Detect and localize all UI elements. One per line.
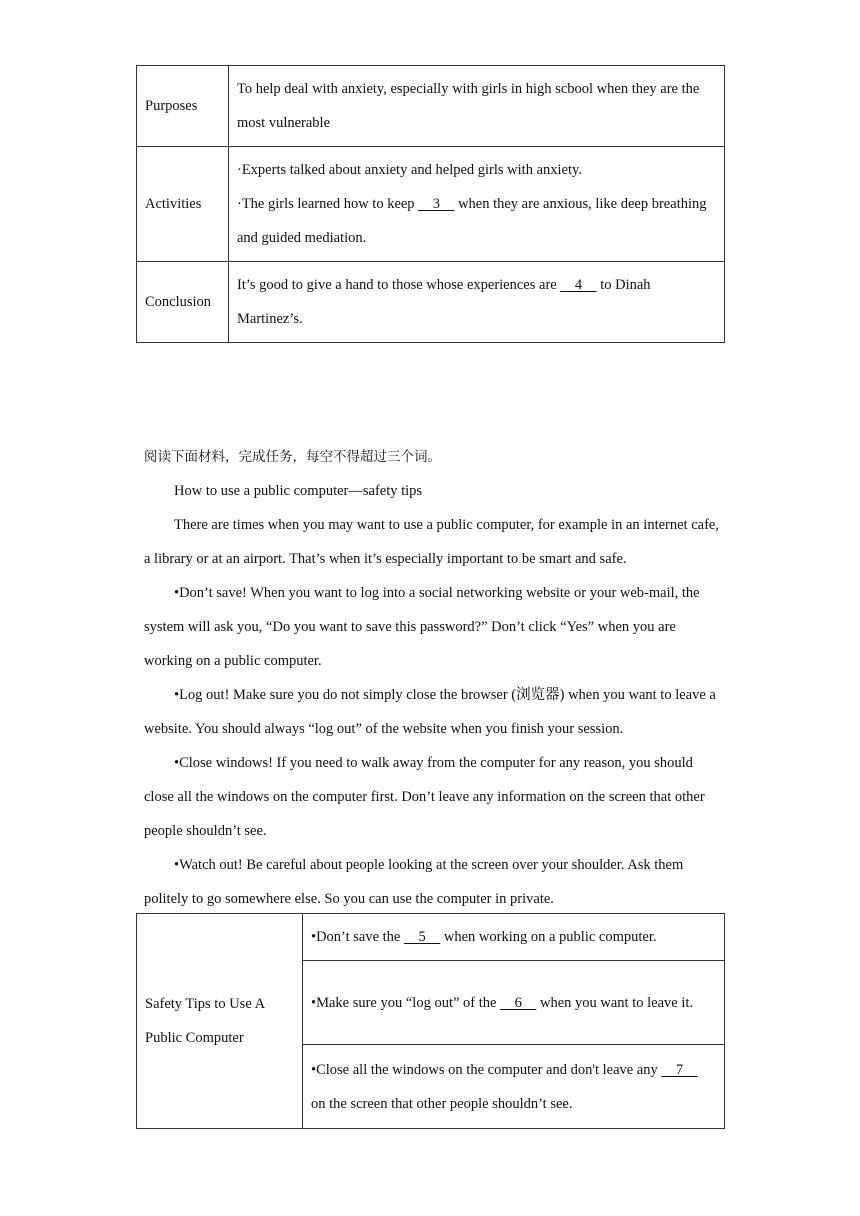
tip-3-pre: •Close all the windows on the computer and don't leave any (311, 1061, 662, 1078)
blank-6: 6 (500, 994, 537, 1011)
summary-table-2 (136, 913, 725, 1129)
instruction: 阅读下面材料，完成任务，每空不得超过三个词。 (144, 449, 441, 465)
conclusion-label: Conclusion (137, 262, 229, 343)
activities-label: Activities (137, 147, 229, 262)
blank-3: 3 (418, 196, 455, 212)
tip-2-post: when you want to leave it. (536, 994, 693, 1011)
paragraph-close-windows: •Close windows! If you need to walk away from the computer for any reason, you should close all the windows on the computer first. Don’t leave any information on the screen that other people shouldn’t see. (144, 755, 705, 839)
table-row (137, 914, 725, 961)
safety-tips-label: Safety Tips to Use A Public Computer (137, 914, 303, 1129)
blank-5: 5 (404, 929, 441, 945)
tip-2-pre: •Make sure you “log out” of the (311, 994, 501, 1011)
reading-passage (144, 440, 719, 916)
activities-cell (229, 147, 725, 262)
activities-line-2 (237, 187, 714, 255)
activities-line-1: ·Experts talked about anxiety and helped girls with anxiety. (237, 162, 582, 178)
tip-3 (303, 1045, 725, 1129)
table-row (137, 66, 725, 147)
paragraph-log-out: •Log out! Make sure you do not simply close the browser (浏览器) when you want to leave a website. You should always “log out” of the website when you finish your session. (144, 687, 716, 737)
paragraph-watch-out: •Watch out! Be careful about people looking at the screen over your shoulder. Ask them politely to go somewhere else. So you can use the computer in private. (144, 857, 684, 907)
activities-text-post: when they are anxious, like deep breathing and guided mediation. (237, 196, 707, 246)
conclusion-text-pre: It’s good to give a hand to those whose experiences are (237, 277, 561, 293)
paragraph-intro: There are times when you may want to use a public computer, for example in an internet cafe, a library or at an airport. That’s when it’s especially important to be smart and safe. (144, 517, 719, 567)
conclusion-text-post: to Dinah Martinez’s. (237, 277, 651, 327)
passage-title: How to use a public computer—safety tips (174, 483, 423, 499)
table-row (137, 147, 725, 262)
tip-2 (303, 961, 725, 1045)
conclusion-cell (229, 262, 725, 343)
tip-3-post: on the screen that other people shouldn’t see. (311, 1095, 573, 1112)
paragraph-dont-save: •Don’t save! When you want to log into a social networking website or your web-mail, the system will ask you, “Do you want to save this password?” Don’t click “Yes” when you are working on a public computer. (144, 585, 700, 669)
blank-4: 4 (560, 277, 597, 293)
purposes-text: To help deal with anxiety, especially with girls in high scbool when they are the most vulnerable (229, 66, 725, 147)
summary-table-1 (136, 65, 725, 343)
activities-text-pre: ·The girls learned how to keep (237, 196, 419, 212)
blank-7: 7 (661, 1061, 698, 1078)
tip-1 (303, 914, 725, 961)
tip-1-pre: •Don’t save the (311, 929, 404, 945)
tip-1-post: when working on a public computer. (440, 929, 657, 945)
purposes-label: Purposes (137, 66, 229, 147)
table-row (137, 262, 725, 343)
